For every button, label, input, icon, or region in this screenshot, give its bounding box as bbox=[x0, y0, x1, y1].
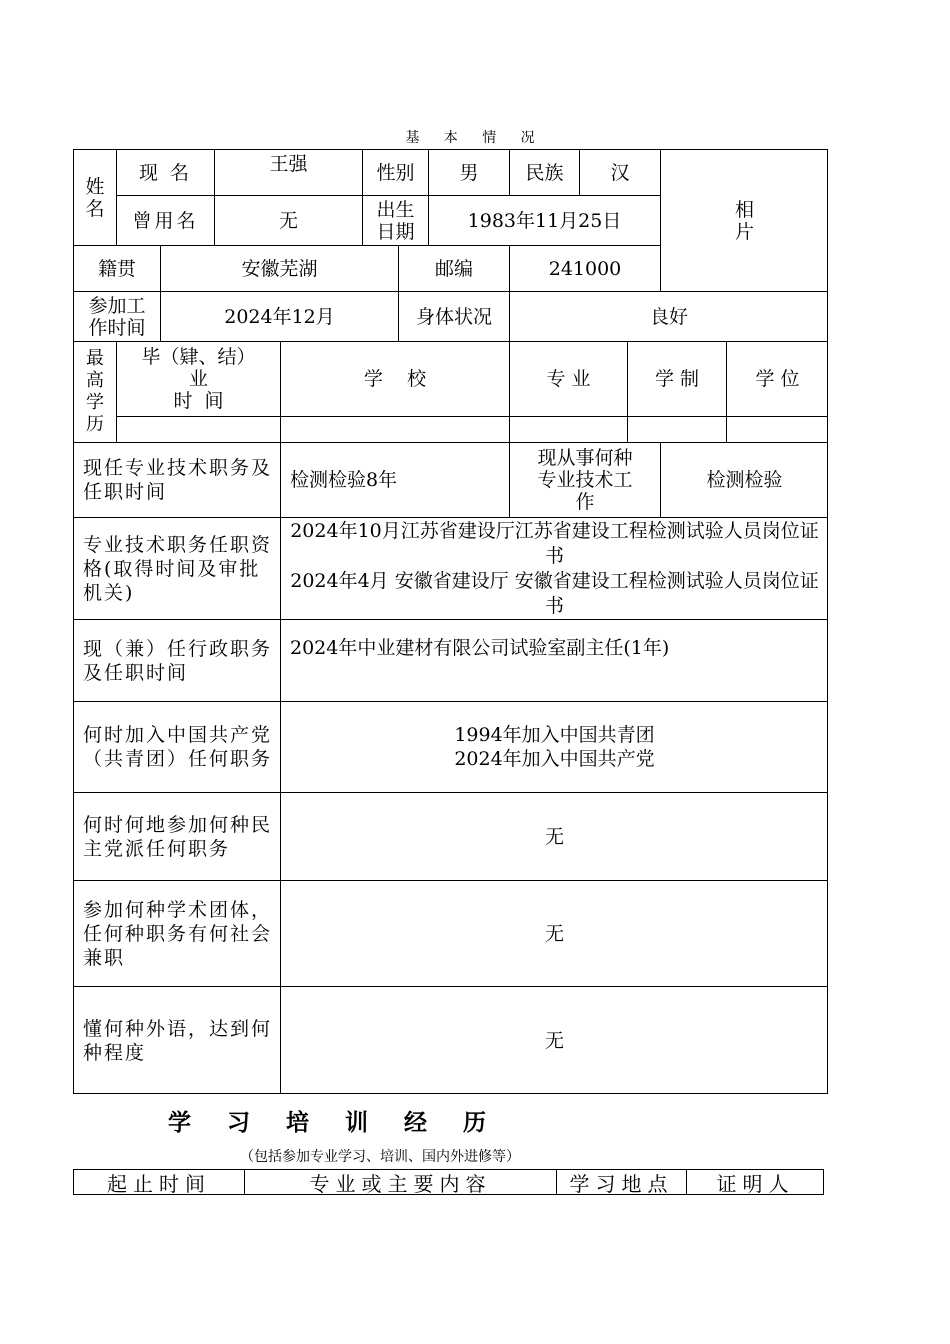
education-row-cell bbox=[726, 416, 828, 442]
tech-title-value: 检测检验8年 bbox=[280, 442, 509, 517]
language-value: 无 bbox=[280, 986, 828, 1094]
postcode-value: 241000 bbox=[509, 245, 660, 291]
postcode-label: 邮编 bbox=[398, 245, 509, 291]
training-header-content: 专业或主要内容 bbox=[244, 1169, 556, 1195]
education-row-cell bbox=[627, 416, 726, 442]
current-work-value: 检测检验 bbox=[660, 442, 828, 517]
academic-label: 参加何种学术团体，任何种职务有何社会兼职 bbox=[73, 880, 280, 986]
training-header-location: 学习地点 bbox=[556, 1169, 686, 1195]
democratic-party-value: 无 bbox=[280, 792, 828, 880]
training-section-note: （包括参加专业学习、培训、国内外进修等） bbox=[240, 1149, 520, 1165]
education-header-graduation-time: 毕（肄、结） 业 时 间 bbox=[116, 341, 280, 416]
academic-value: 无 bbox=[280, 880, 828, 986]
training-header-period: 起止时间 bbox=[73, 1169, 244, 1195]
education-header-duration: 学 制 bbox=[627, 341, 726, 416]
health-label: 身体状况 bbox=[398, 291, 509, 341]
current-work-label: 现从事何种 专业技术工 作 bbox=[509, 442, 660, 517]
gender-value: 男 bbox=[428, 149, 509, 195]
native-place-value: 安徽芜湖 bbox=[160, 245, 398, 291]
education-row-cell bbox=[280, 416, 509, 442]
section-caption-basic-info: 基 本 情 况 bbox=[405, 130, 545, 146]
former-name-value: 无 bbox=[214, 195, 362, 245]
former-name-label: 曾用名 bbox=[116, 195, 214, 245]
education-header-degree: 学 位 bbox=[726, 341, 828, 416]
work-start-label: 参加工 作时间 bbox=[73, 291, 160, 341]
education-header-major: 专 业 bbox=[509, 341, 627, 416]
birth-date-value: 1983年11月25日 bbox=[428, 195, 660, 245]
education-row-cell bbox=[509, 416, 627, 442]
qualification-value: 2024年10月江苏省建设厅江苏省建设工程检测试验人员岗位证书 2024年4月 安徽省建设厅 安徽省建设工程检测试验人员岗位证书 bbox=[280, 517, 828, 619]
gender-label: 性别 bbox=[362, 149, 428, 195]
democratic-party-label: 何时何地参加何种民主党派任何职务 bbox=[73, 792, 280, 880]
current-name-label: 现 名 bbox=[116, 149, 214, 195]
health-value: 良好 bbox=[509, 291, 828, 341]
photo-placeholder: 相 片 bbox=[660, 149, 828, 291]
work-start-value: 2024年12月 bbox=[160, 291, 398, 341]
qualification-label: 专业技术职务任职资格(取得时间及审批机关) bbox=[73, 517, 280, 619]
admin-post-value: 2024年中业建材有限公司试验室副主任(1年) bbox=[280, 619, 828, 701]
education-header-school: 学 校 bbox=[280, 341, 509, 416]
native-place-label: 籍贯 bbox=[73, 245, 160, 291]
party-label: 何时加入中国共产党（共青团）任何职务 bbox=[73, 701, 280, 792]
ethnicity-value: 汉 bbox=[579, 149, 660, 195]
name-group-label: 姓 名 bbox=[73, 149, 116, 245]
training-header-witness: 证明人 bbox=[686, 1169, 824, 1195]
birth-date-label: 出生 日期 bbox=[362, 195, 428, 245]
education-label: 最 高 学 历 bbox=[73, 341, 116, 442]
training-section-title: 学 习 培 训 经 历 bbox=[168, 1109, 501, 1136]
admin-post-label: 现（兼）任行政职务及任职时间 bbox=[73, 619, 280, 701]
education-row-cell bbox=[116, 416, 280, 442]
language-label: 懂何种外语，达到何种程度 bbox=[73, 986, 280, 1094]
current-name-value: 王强 bbox=[214, 149, 362, 195]
party-value: 1994年加入中国共青团 2024年加入中国共产党 bbox=[280, 701, 828, 792]
tech-title-label: 现任专业技术职务及任职时间 bbox=[73, 442, 280, 517]
ethnicity-label: 民族 bbox=[509, 149, 579, 195]
